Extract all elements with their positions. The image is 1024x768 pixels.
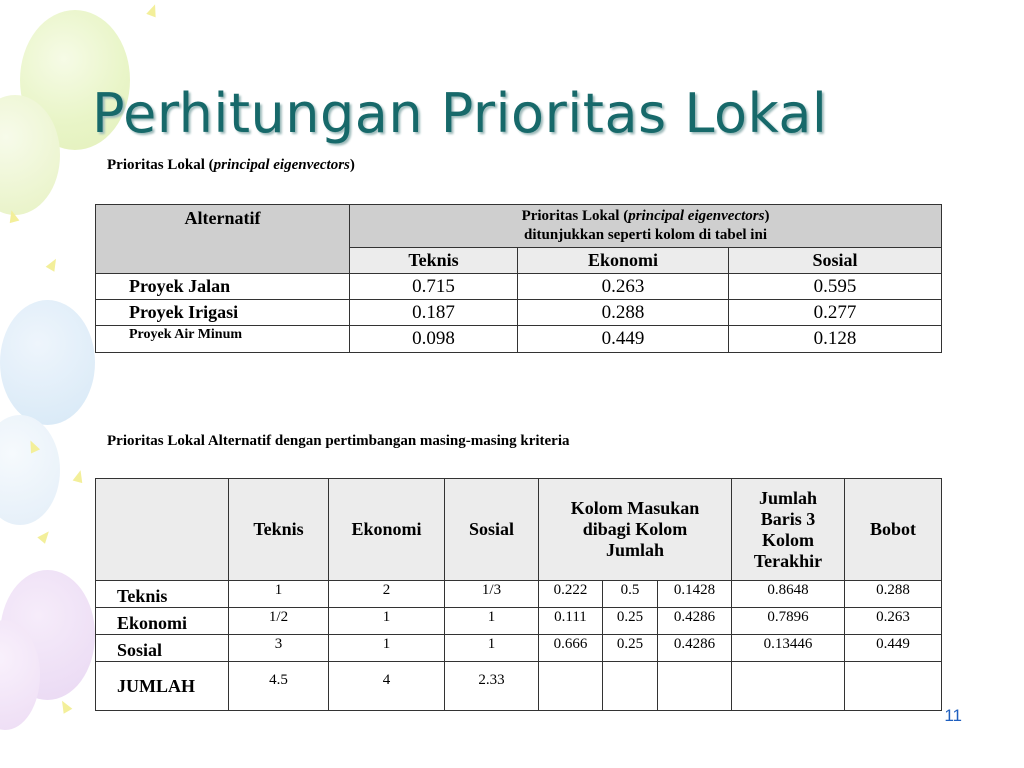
cell: 1 — [445, 608, 539, 635]
cell: 0.7896 — [732, 608, 845, 635]
table-row — [96, 608, 942, 635]
table1-caption: Prioritas Lokal (principal eigenvectors) — [107, 157, 355, 173]
cell: 1/2 — [229, 608, 329, 635]
row-label: Proyek Air Minum — [96, 326, 350, 353]
cell: 0.111 — [539, 608, 603, 635]
cell: 0.666 — [539, 635, 603, 662]
criteria-header-ekonomi: Ekonomi — [518, 248, 729, 274]
header-kolom-masukan: Kolom Masukan dibagi Kolom Jumlah — [539, 479, 732, 581]
table-row-total — [96, 662, 942, 711]
cell: 0.187 — [350, 300, 518, 326]
cell: 0.715 — [350, 274, 518, 300]
criteria-header-sosial: Sosial — [729, 248, 942, 274]
cell: 0.4286 — [658, 608, 732, 635]
header-teknis: Teknis — [229, 479, 329, 581]
decorative-confetti — [58, 698, 73, 713]
cell — [732, 662, 845, 711]
table-row — [96, 635, 942, 662]
cell: 0.288 — [845, 581, 942, 608]
cell: 1 — [445, 635, 539, 662]
cell: 1 — [329, 635, 445, 662]
decorative-confetti — [73, 469, 86, 483]
cell: 0.25 — [603, 635, 658, 662]
row-label: Teknis — [96, 581, 229, 608]
cell — [658, 662, 732, 711]
cell: 0.263 — [518, 274, 729, 300]
cell: 0.595 — [729, 274, 942, 300]
table-row — [96, 300, 942, 326]
row-label: Proyek Jalan — [96, 274, 350, 300]
alternatif-header: Alternatif — [96, 205, 350, 274]
criteria-header-teknis: Teknis — [350, 248, 518, 274]
decorative-confetti — [146, 3, 160, 18]
decorative-balloon — [0, 300, 95, 425]
cell: 4 — [329, 662, 445, 711]
header-jumlah-baris: Jumlah Baris 3 Kolom Terakhir — [732, 479, 845, 581]
cell: 0.25 — [603, 608, 658, 635]
cell: 4.5 — [229, 662, 329, 711]
table2-caption: Prioritas Lokal Alternatif dengan pertimbangan masing-masing kriteria — [107, 433, 570, 449]
cell: 0.277 — [729, 300, 942, 326]
local-priority-table — [95, 204, 942, 353]
cell: 1 — [229, 581, 329, 608]
cell: 0.1428 — [658, 581, 732, 608]
table-row — [96, 326, 942, 353]
cell: 0.4286 — [658, 635, 732, 662]
cell: 1 — [329, 608, 445, 635]
cell: 0.263 — [845, 608, 942, 635]
row-label: Proyek Irigasi — [96, 300, 350, 326]
decorative-balloon — [0, 415, 60, 525]
header-sosial: Sosial — [445, 479, 539, 581]
weighted-priority-table — [95, 478, 942, 711]
cell: 0.222 — [539, 581, 603, 608]
table-row — [96, 581, 942, 608]
cell: 0.128 — [729, 326, 942, 353]
cell: 0.449 — [845, 635, 942, 662]
header-bobot: Bobot — [845, 479, 942, 581]
cell — [845, 662, 942, 711]
cell — [539, 662, 603, 711]
decorative-confetti — [37, 528, 52, 544]
row-label: JUMLAH — [96, 662, 229, 711]
cell: 1/3 — [445, 581, 539, 608]
row-label: Ekonomi — [96, 608, 229, 635]
cell: 3 — [229, 635, 329, 662]
cell — [603, 662, 658, 711]
cell: 0.5 — [603, 581, 658, 608]
blank-header — [96, 479, 229, 581]
cell: 0.288 — [518, 300, 729, 326]
cell: 0.8648 — [732, 581, 845, 608]
page-title: Perhitungan Prioritas Lokal — [92, 82, 828, 145]
cell: 2.33 — [445, 662, 539, 711]
row-label: Sosial — [96, 635, 229, 662]
header-ekonomi: Ekonomi — [329, 479, 445, 581]
decorative-confetti — [46, 256, 61, 271]
cell: 0.098 — [350, 326, 518, 353]
priority-header: Prioritas Lokal (principal eigenvectors) ditunjukkan seperti kolom di tabel ini — [350, 205, 942, 248]
cell: 0.449 — [518, 326, 729, 353]
page-number: 11 — [944, 706, 962, 725]
cell: 2 — [329, 581, 445, 608]
table-row — [96, 274, 942, 300]
cell: 0.13446 — [732, 635, 845, 662]
